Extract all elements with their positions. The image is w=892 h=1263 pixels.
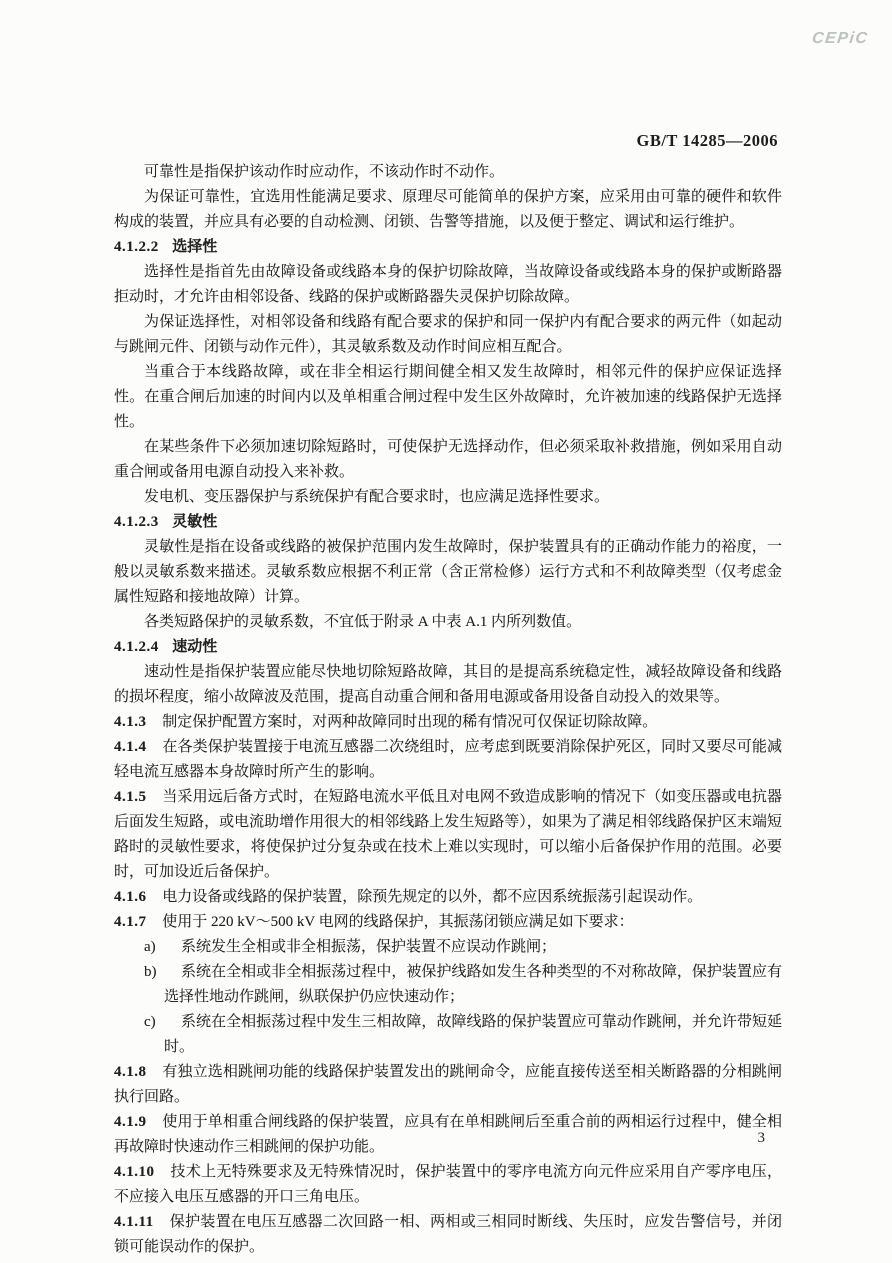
paragraph-text: 可靠性是指保护该动作时应动作，不该动作时不动作。 [144,164,505,180]
paragraph [114,610,782,635]
clause-number: 4.1.10 [114,1164,155,1180]
clause-number: 4.1.9 [114,1114,147,1130]
clause-text: 当采用远后备方式时，在短路电流水平低且对电网不致造成影响的情况下（如变压器或电抗器后面发生短路，或电流助增作用很大的相邻线路上发生短路等），如果为了满足相邻线路保护区末端短路时的灵敏性要求，将使保护过分复杂或在技术上难以实现时，可以缩小后备保护作用的范围。必要时，可加设近后备保护。 [114,789,782,880]
clause-heading [114,635,782,660]
paragraph [114,360,782,435]
list-item-text: 系统发生全相或非全相振荡，保护装置不应误动作跳闸； [181,939,557,955]
list-item-text: 系统在全相或非全相振荡过程中，被保护线路如发生各种类型的不对称故障，保护装置应有选择性地动作跳闸，纵联保护仍应快速动作； [164,964,782,1005]
paragraph-text: 为保证可靠性，宜选用性能满足要求、原理尽可能简单的保护方案，应采用由可靠的硬件和软件构成的装置，并应具有必要的自动检测、闭锁、告警等措施，以及便于整定、调试和运行维护。 [114,189,782,230]
clause-heading [114,510,782,535]
numbered-clause [114,735,782,785]
numbered-clause [114,1110,782,1160]
list-item [114,1010,782,1060]
page-number: 3 [757,1130,765,1146]
clause-number: 4.1.5 [114,789,147,805]
numbered-clause [114,710,782,735]
numbered-clause [114,1210,782,1260]
paragraph-text: 发电机、变压器保护与系统保护有配合要求时，也应满足选择性要求。 [144,489,610,505]
clause-number: 4.1.4 [114,739,147,755]
paragraph [114,660,782,710]
paragraph [114,260,782,310]
clause-title: 灵敏性 [172,514,218,530]
clause-text: 技术上无特殊要求及无特殊情况时，保护装置中的零序电流方向元件应采用自产零序电压，不应接入电压互感器的开口三角电压。 [114,1164,782,1205]
paragraph-text: 选择性是指首先由故障设备或线路本身的保护切除故障，当故障设备或线路本身的保护或断路器拒动时，才允许由相邻设备、线路的保护或断路器失灵保护切除故障。 [114,264,782,305]
list-marker: c) [144,1014,156,1030]
list-item [114,935,782,960]
clause-text: 电力设备或线路的保护装置，除预先规定的以外，都不应因系统振荡引起误动作。 [162,889,703,905]
paragraph-text: 在某些条件下必须加速切除短路时，可使保护无选择动作，但必须采取补救措施，例如采用自动重合闸或备用电源自动投入来补救。 [114,439,782,480]
paragraph [114,535,782,610]
list-item [114,960,782,1010]
numbered-clause [114,785,782,885]
clause-text: 使用于单相重合闸线路的保护装置，应具有在单相跳闸后至重合前的两相运行过程中，健全相再故障时快速动作三相跳闸的保护功能。 [114,1114,782,1155]
clause-number: 4.1.11 [114,1214,154,1230]
paragraph [114,185,782,235]
clause-number: 4.1.7 [114,914,147,930]
numbered-clause [114,885,782,910]
numbered-clause [114,910,782,935]
clause-number: 4.1.3 [114,714,147,730]
paragraph [114,310,782,360]
clause-number: 4.1.2.3 [114,514,159,530]
paragraph [114,435,782,485]
list-marker: a) [144,939,156,955]
cepic-logo: CEPiC [811,30,870,47]
clause-text: 使用于 220 kV～500 kV 电网的线路保护，其振荡闭锁应满足如下要求： [162,914,634,930]
list-item-text: 系统在全相振荡过程中发生三相故障，故障线路的保护装置应可靠动作跳闸，并允许带短延时。 [164,1014,782,1055]
paragraph [114,485,782,510]
standard-number: GB/T 14285—2006 [636,131,778,150]
clause-title: 速动性 [172,639,218,655]
paragraph-text: 为保证选择性，对相邻设备和线路有配合要求的保护和同一保护内有配合要求的两元件（如起动与跳闸元件、闭锁与动作元件），其灵敏系数及动作时间应相互配合。 [114,314,782,355]
clause-text: 在各类保护装置接于电流互感器二次绕组时，应考虑到既要消除保护死区，同时又要尽可能减轻电流互感器本身故障时所产生的影响。 [114,739,782,780]
clause-title: 选择性 [172,239,218,255]
clause-text: 制定保护配置方案时，对两种故障同时出现的稀有情况可仅保证切除故障。 [162,714,658,730]
paragraph [114,160,782,185]
clause-number: 4.1.2.4 [114,639,159,655]
clause-text: 保护装置在电压互感器二次回路一相、两相或三相同时断线、失压时，应发告警信号，并闭锁可能误动作的保护。 [114,1214,782,1255]
clause-number: 4.1.8 [114,1064,147,1080]
paragraph-text: 速动性是指保护装置应能尽快地切除短路故障，其目的是提高系统稳定性，减轻故障设备和线路的损坏程度，缩小故障波及范围，提高自动重合闸和备用电源或备用设备自动投入的效果等。 [114,664,782,705]
paragraph-text: 各类短路保护的灵敏系数，不宜低于附录 A 中表 A.1 内所列数值。 [144,614,582,630]
document-body [114,160,782,1260]
clause-number: 4.1.6 [114,889,147,905]
clause-text: 有独立选相跳闸功能的线路保护装置发出的跳闸命令，应能直接传送至相关断路器的分相跳闸执行回路。 [114,1064,782,1105]
paragraph-text: 灵敏性是指在设备或线路的被保护范围内发生故障时，保护装置具有的正确动作能力的裕度，一般以灵敏系数来描述。灵敏系数应根据不利正常（含正常检修）运行方式和不利故障类型（仅考虑金属性短路和接地故障）计算。 [114,539,782,605]
list-marker: b) [144,964,157,980]
numbered-clause [114,1060,782,1110]
clause-heading [114,235,782,260]
clause-number: 4.1.2.2 [114,239,159,255]
paragraph-text: 当重合于本线路故障，或在非全相运行期间健全相又发生故障时，相邻元件的保护应保证选择性。在重合闸后加速的时间内以及单相重合闸过程中发生区外故障时，允许被加速的线路保护无选择性。 [114,364,782,430]
numbered-clause [114,1160,782,1210]
